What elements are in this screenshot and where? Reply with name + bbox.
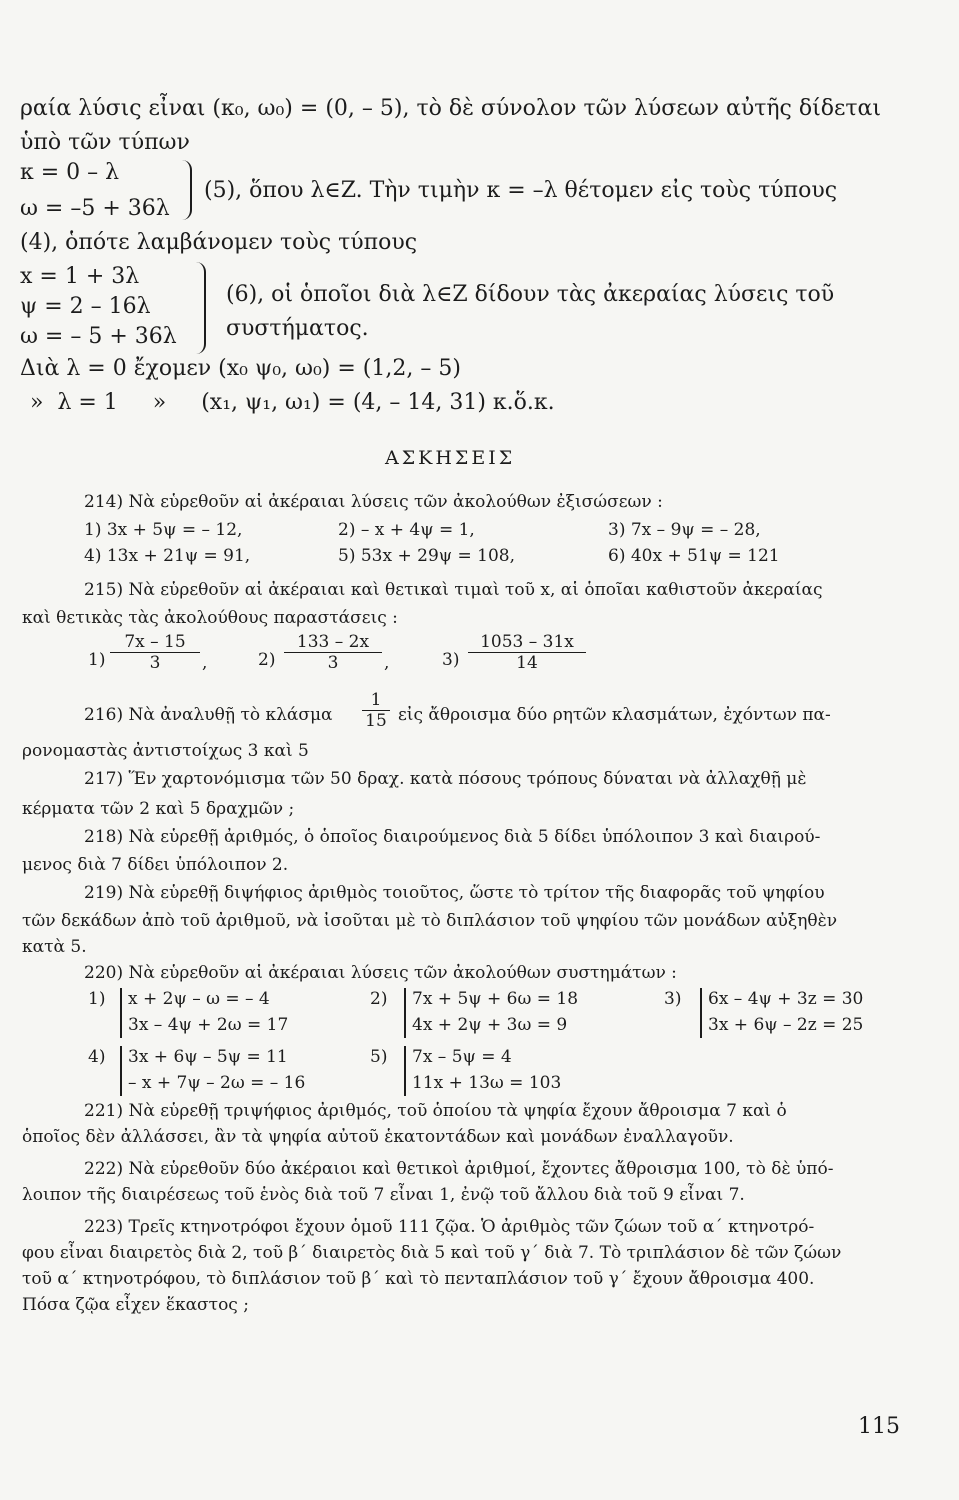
text-line: (5), ὅπου λ∈Z. Τὴν τιμὴν κ = –λ θέτομεν εἰς τοὺς τύπους xyxy=(204,178,838,203)
text-line: μενος διὰ 7 δίδει ὑπόλοιπον 2. xyxy=(22,855,289,875)
text-line: συστήματος. xyxy=(226,316,369,341)
page-number: 115 xyxy=(858,1414,900,1439)
text-line: Πόσα ζῷα εἶχεν ἕκαστος ; xyxy=(22,1295,249,1315)
equation-line: x + 2ψ – ω = – 4 xyxy=(128,989,270,1009)
exercise-215: 215) Νὰ εὑρεθοῦν αἱ ἀκέραιαι καὶ θετικαὶ τιμαὶ τοῦ x, αἱ ὁποῖαι καθιστοῦν ἀκεραίας xyxy=(84,580,823,600)
text-line: Διὰ λ = 0 ἔχομεν (x₀ ψ₀, ω₀) = (1,2, – 5) xyxy=(20,356,461,381)
comma: , xyxy=(384,653,390,673)
equation-line: 6x – 4ψ + 3z = 30 xyxy=(708,989,864,1009)
fraction xyxy=(362,690,390,731)
equation-x: x = 1 + 3λ xyxy=(20,264,140,289)
equation-item: 3) 7x – 9ψ = – 28, xyxy=(608,520,761,540)
fraction xyxy=(110,632,200,673)
equation-line: 3x – 4ψ + 2ω = 17 xyxy=(128,1015,289,1035)
exercise-221: 221) Νὰ εὑρεθῇ τριψήφιος ἀριθμός, τοῦ ὁποίου τὰ ψηφία ἔχουν ἄθροισμα 7 καὶ ὁ xyxy=(84,1101,787,1121)
system-bar xyxy=(120,988,122,1038)
item-number: 5) xyxy=(370,1047,388,1067)
text-line: (4), ὁπότε λαμβάνομεν τοὺς τύπους xyxy=(20,230,418,255)
comma: , xyxy=(202,653,208,673)
equation-line: 7x – 5ψ = 4 xyxy=(412,1047,512,1067)
equation-line: 7x + 5ψ + 6ω = 18 xyxy=(412,989,579,1009)
text-line: φου εἶναι διαιρετὸς διὰ 2, τοῦ β΄ διαιρετὸς διὰ 5 καὶ τοῦ γ΄ διὰ 7. Τὸ τριπλάσιον δὲ τῶν ζώων xyxy=(22,1243,842,1263)
item-number: 1) xyxy=(88,989,106,1009)
text-line: λοιπον τῆς διαιρέσεως τοῦ ἑνὸς διὰ τοῦ 7 εἶναι 1, ἐνῷ τοῦ ἄλλου διὰ τοῦ 9 εἶναι 7. xyxy=(22,1185,745,1205)
denominator: 14 xyxy=(516,653,538,673)
equation-item: 6) 40x + 51ψ = 121 xyxy=(608,546,780,566)
denominator: 3 xyxy=(149,653,161,673)
denominator: 15 xyxy=(365,711,387,731)
system-bar xyxy=(404,1046,406,1096)
exercise-223: 223) Τρεῖς κτηνοτρόφοι ἔχουν ὁμοῦ 111 ζῷα. Ὁ ἀριθμὸς τῶν ζώων τοῦ α΄ κτηνοτρό- xyxy=(84,1217,815,1237)
item-number: 3) xyxy=(664,989,682,1009)
text-line: » λ = 1 » (x₁, ψ₁, ω₁) = (4, – 14, 31) κ.ὅ.κ. xyxy=(30,390,555,415)
denominator: 3 xyxy=(327,653,339,673)
equation-psi: ψ = 2 – 16λ xyxy=(20,294,151,319)
equation-line: 3x + 6ψ – 5ψ = 11 xyxy=(128,1047,288,1067)
fraction xyxy=(468,632,586,673)
equation-line: 3x + 6ψ – 2z = 25 xyxy=(708,1015,864,1035)
text-line: τοῦ α΄ κτηνοτρόφου, τὸ διπλάσιον τοῦ β΄ καὶ τὸ πενταπλάσιον τοῦ γ΄ ἔχουν ἄθροισμα 400. xyxy=(22,1269,815,1289)
text-line: κέρματα τῶν 2 καὶ 5 δραχμῶν ; xyxy=(22,799,295,819)
exercise-220: 220) Νὰ εὑρεθοῦν αἱ ἀκέραιαι λύσεις τῶν ἀκολούθων συστημάτων : xyxy=(84,963,677,983)
equation-omega: ω = – 5 + 36λ xyxy=(20,324,177,349)
text-line: (6), οἱ ὁποῖοι διὰ λ∈Z δίδουν τὰς ἀκεραίας λύσεις τοῦ xyxy=(226,282,835,307)
exercise-217: 217) Ἕν χαρτονόμισμα τῶν 50 δραχ. κατὰ πόσους τρόπους δύναται νὰ ἀλλαχθῇ μὲ xyxy=(84,769,807,789)
exercise-218: 218) Νὰ εὑρεθῇ ἀριθμός, ὁ ὁποῖος διαιρούμενος διὰ 5 δίδει ὑπόλοιπον 3 καὶ διαιρού- xyxy=(84,827,821,847)
text-line: τῶν δεκάδων ἀπὸ τοῦ ἀριθμοῦ, νὰ ἰσοῦται μὲ τὸ διπλάσιον τοῦ ψηφίου τῶν μονάδων αὐξηθὲν xyxy=(22,911,838,931)
exercise-222: 222) Νὰ εὑρεθοῦν δύο ἀκέραιοι καὶ θετικοὶ ἀριθμοί, ἔχοντες ἄθροισμα 100, τὸ δὲ ὑπό- xyxy=(84,1159,834,1179)
text-line: εἰς ἄθροισμα δύο ρητῶν κλασμάτων, ἐχόντων πα- xyxy=(398,705,831,725)
numerator: 1 xyxy=(362,690,390,711)
text-line: κατὰ 5. xyxy=(22,937,87,957)
exercise-214: 214) Νὰ εὑρεθοῦν αἱ ἀκέραιαι λύσεις τῶν ἀκολούθων ἐξισώσεων : xyxy=(84,492,663,512)
equation-item: 4) 13x + 21ψ = 91, xyxy=(84,546,251,566)
text-line: ραία λύσις εἶναι (κ₀, ω₀) = (0, – 5), τὸ δὲ σύνολον τῶν λύσεων αὐτῆς δίδεται xyxy=(20,96,882,121)
fraction xyxy=(284,632,382,673)
equation-line: 4x + 2ψ + 3ω = 9 xyxy=(412,1015,568,1035)
brace xyxy=(180,160,192,220)
equation-item: 2) – x + 4ψ = 1, xyxy=(338,520,475,540)
numerator: 1053 – 31x xyxy=(468,632,586,653)
item-number: 2) xyxy=(370,989,388,1009)
numerator: 7x – 15 xyxy=(110,632,200,653)
system-bar xyxy=(404,988,406,1038)
item-number: 4) xyxy=(88,1047,106,1067)
equation-line: – x + 7ψ – 2ω = – 16 xyxy=(128,1073,306,1093)
section-heading: ΑΣΚΗΣΕΙΣ xyxy=(385,447,516,469)
equation-omega: ω = –5 + 36λ xyxy=(20,196,170,221)
brace xyxy=(196,262,206,354)
text-line: ὁποῖος δὲν ἀλλάσσει, ἂν τὰ ψηφία αὐτοῦ ἑκατοντάδων καὶ μονάδων ἐναλλαγοῦν. xyxy=(22,1127,734,1147)
equation-item: 1) 3x + 5ψ = – 12, xyxy=(84,520,243,540)
item-number: 2) xyxy=(258,650,276,670)
numerator: 133 – 2x xyxy=(284,632,382,653)
item-number: 3) xyxy=(442,650,460,670)
exercise-216: 216) Νὰ ἀναλυθῇ τὸ κλάσμα xyxy=(84,705,333,725)
system-bar xyxy=(120,1046,122,1096)
item-number: 1) xyxy=(88,650,106,670)
exercise-219: 219) Νὰ εὑρεθῇ διψήφιος ἀριθμὸς τοιοῦτος, ὥστε τὸ τρίτον τῆς διαφορᾶς τοῦ ψηφίου xyxy=(84,883,825,903)
text-line: ρονομαστὰς ἀντιστοίχως 3 καὶ 5 xyxy=(22,741,309,761)
text-line: καὶ θετικὰς τὰς ἀκολούθους παραστάσεις : xyxy=(22,608,398,628)
text-line: ὑπὸ τῶν τύπων xyxy=(20,130,190,155)
equation-kappa: κ = 0 – λ xyxy=(20,160,120,185)
equation-item: 5) 53x + 29ψ = 108, xyxy=(338,546,515,566)
system-bar xyxy=(700,988,702,1038)
equation-line: 11x + 13ω = 103 xyxy=(412,1073,562,1093)
